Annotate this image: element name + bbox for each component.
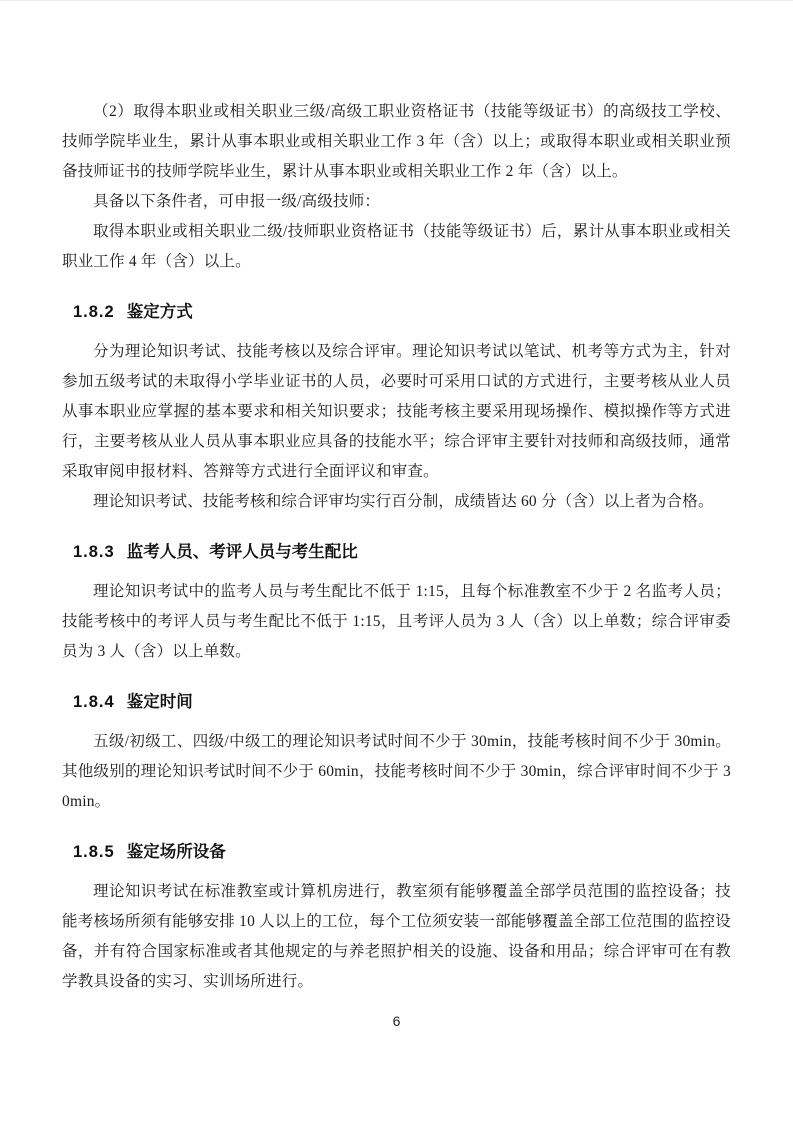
section-number: 1.8.5 [73, 843, 115, 861]
section-title: 鉴定方式 [126, 303, 193, 321]
paragraph: 理论知识考试中的监考人员与考生配比不低于 1:15，且每个标准教室不少于 2 名监考人员；技能考核中的考评人员与考生配比不低于 1:15，且考评人员为 3 人（含）以上单数；综合评审委员为 3 人（含）以上单数。 [62, 583, 731, 660]
section-heading-1-8-3 [62, 537, 731, 567]
paragraph: 取得本职业或相关职业二级/技师职业资格证书（技能等级证书）后，累计从事本职业或相关职业工作 4 年（含）以上。 [62, 223, 731, 270]
paragraph: 理论知识考试、技能考核和综合评审均实行百分制，成绩皆达 60 分（含）以上者为合格。 [93, 493, 714, 510]
page-number: 6 [392, 1013, 401, 1029]
section-heading-1-8-5 [62, 837, 731, 867]
document-content [0, 1, 793, 1030]
section-number: 1.8.2 [73, 303, 115, 321]
paragraph: 具备以下条件者，可申报一级/高级技师： [93, 193, 381, 210]
paragraph: 五级/初级工、四级/中级工的理论知识考试时间不少于 30min，技能考核时间不少于 30min。其他级别的理论知识考试时间不少于 60min，技能考核时间不少于 30min，综合评审时间不少于 30min。 [62, 733, 731, 810]
section-heading-1-8-4 [62, 687, 731, 717]
paragraph: 分为理论知识考试、技能考核以及综合评审。理论知识考试以笔试、机考等方式为主，针对参加五级考试的未取得小学毕业证书的人员，必要时可采用口试的方式进行，主要考核从业人员从事本职业应掌握的基本要求和相关知识要求；技能考核主要采用现场操作、模拟操作等方式进行，主要考核从业人员从事本职业应具备的技能水平；综合评审主要针对技师和高级技师，通常采取审阅申报材料、答辩等方式进行全面评议和审查。 [62, 343, 731, 480]
section-heading-1-8-2 [62, 297, 731, 327]
section-title: 鉴定时间 [126, 693, 193, 711]
section-title: 鉴定场所设备 [126, 843, 226, 861]
section-number: 1.8.4 [73, 693, 115, 711]
section-title: 监考人员、考评人员与考生配比 [126, 543, 358, 561]
paragraph: （2）取得本职业或相关职业三级/高级工职业资格证书（技能等级证书）的高级技工学校、技师学院毕业生，累计从事本职业或相关职业工作 3 年（含）以上；或取得本职业或相关职业预备技师证书的技师学院毕业生，累计从事本职业或相关职业工作 2 年（含）以上。 [62, 103, 731, 180]
section-number: 1.8.3 [73, 543, 115, 561]
paragraph: 理论知识考试在标准教室或计算机房进行，教室须有能够覆盖全部学员范围的监控设备；技能考核场所须有能够安排 10 人以上的工位，每个工位须安装一部能够覆盖全部工位范围的监控设备，并有符合国家标准或者其他规定的与养老照护相关的设施、设备和用品；综合评审可在有教学教具设备的实习、实训场所进行。 [62, 883, 731, 990]
